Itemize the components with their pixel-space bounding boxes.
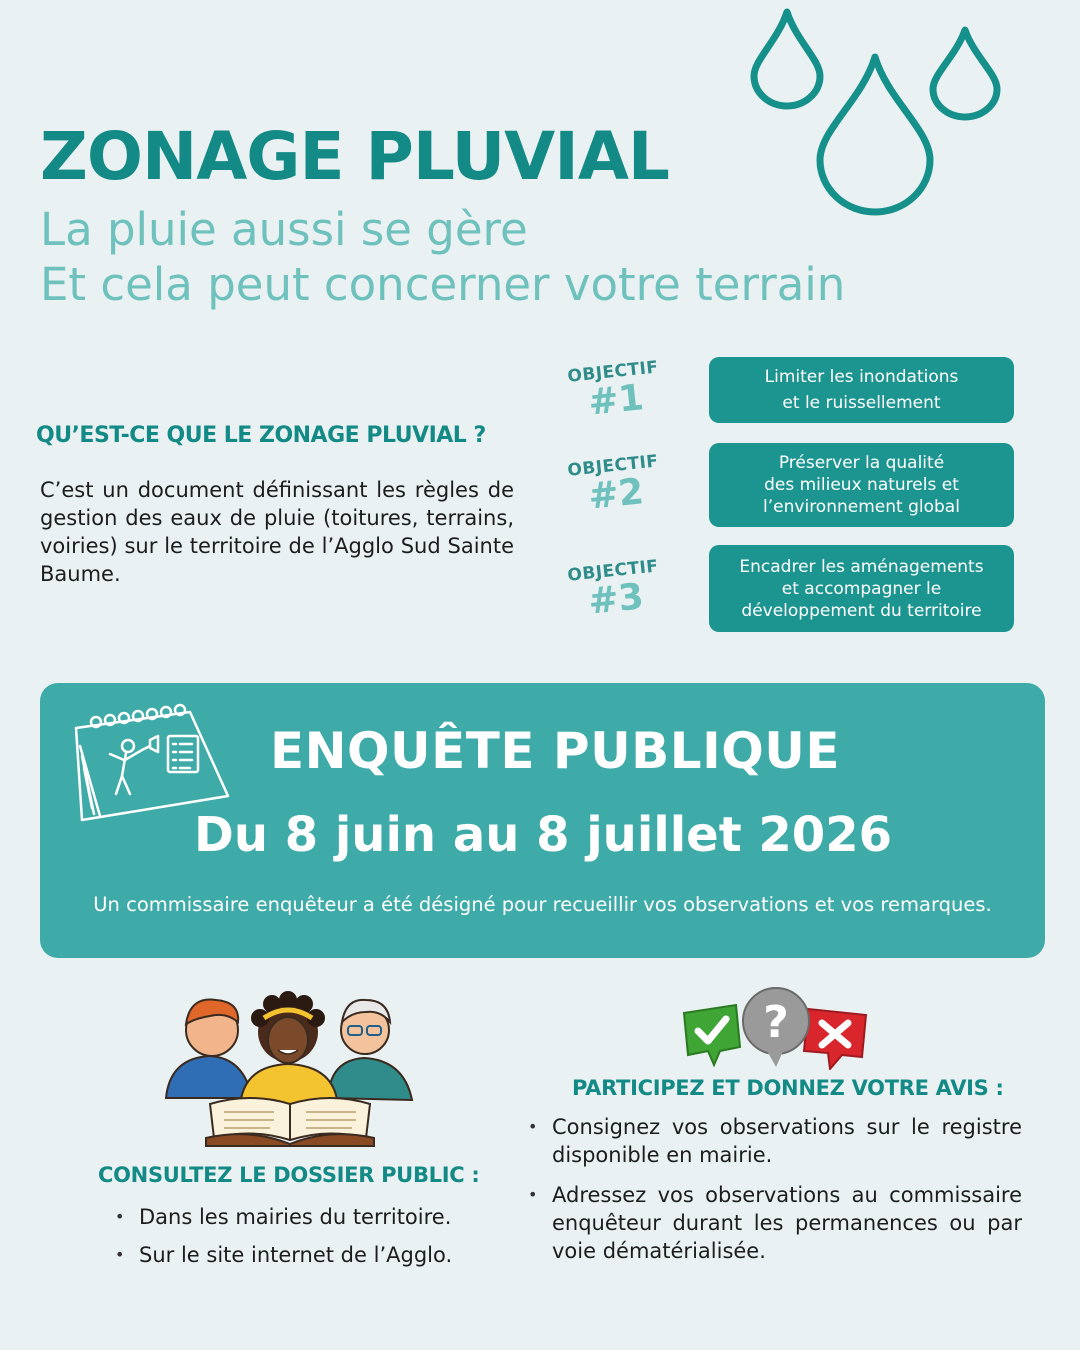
objective-1-box: Limiter les inondations et le ruissellement (709, 357, 1014, 423)
objective-3-label: OBJECTIF #3 (566, 556, 660, 623)
water-drops-icon (740, 0, 1020, 230)
objective-2-box: Préserver la qualité des milieux naturels et l’environnement global (709, 443, 1014, 527)
list-item: • Adressez vos observations au commissaire enquêteur durant les permanences ou par voie dématérialisée. (528, 1181, 1022, 1265)
list-item: • Sur le site internet de l’Agglo. (115, 1241, 535, 1269)
avis-heading: PARTICIPEZ ET DONNEZ VOTRE AVIS : (572, 1076, 1004, 1100)
question-bubble-icon (743, 988, 809, 1067)
subtitle-line-2: Et cela peut concerner votre terrain (40, 258, 846, 311)
svg-text:?: ? (763, 997, 789, 1048)
check-bubble-icon (684, 1005, 740, 1065)
avis-list (528, 1113, 1022, 1277)
water-drop-icon (754, 12, 820, 106)
people-reading-illustration (160, 988, 420, 1150)
water-drop-icon (933, 30, 997, 117)
objective-1-label: OBJECTIF #1 (566, 357, 660, 424)
definition-text: C’est un document définissant les règles de gestion des eaux de pluie (toitures, terrains, voiries) sur le territoire de l’Agglo Sud Sainte Baume. (40, 478, 514, 586)
list-item: • Consignez vos observations sur le registre disponible en mairie. (528, 1113, 1022, 1169)
enquete-note: Un commissaire enquêteur a été désigné pour recueillir vos observations et vos remarques. (93, 893, 992, 916)
question-heading: QU’EST-CE QUE LE ZONAGE PLUVIAL ? (36, 423, 486, 448)
list-item: • Dans les mairies du territoire. (115, 1203, 535, 1231)
page-title: ZONAGE PLUVIAL (40, 118, 669, 195)
enquete-dates: Du 8 juin au 8 juillet 2026 (194, 807, 892, 863)
objective-2-label: OBJECTIF #2 (566, 451, 660, 518)
consult-list (115, 1203, 535, 1279)
subtitle-line-1: La pluie aussi se gère (40, 203, 528, 256)
cross-bubble-icon (804, 1009, 866, 1069)
vote-bubbles-icon (680, 985, 875, 1070)
enquete-title: ENQUÊTE PUBLIQUE (270, 722, 841, 780)
water-drop-icon (820, 57, 930, 212)
objective-3-box: Encadrer les aménagements et accompagner le développement du territoire (709, 545, 1014, 632)
consult-heading: CONSULTEZ LE DOSSIER PUBLIC : (98, 1163, 480, 1187)
